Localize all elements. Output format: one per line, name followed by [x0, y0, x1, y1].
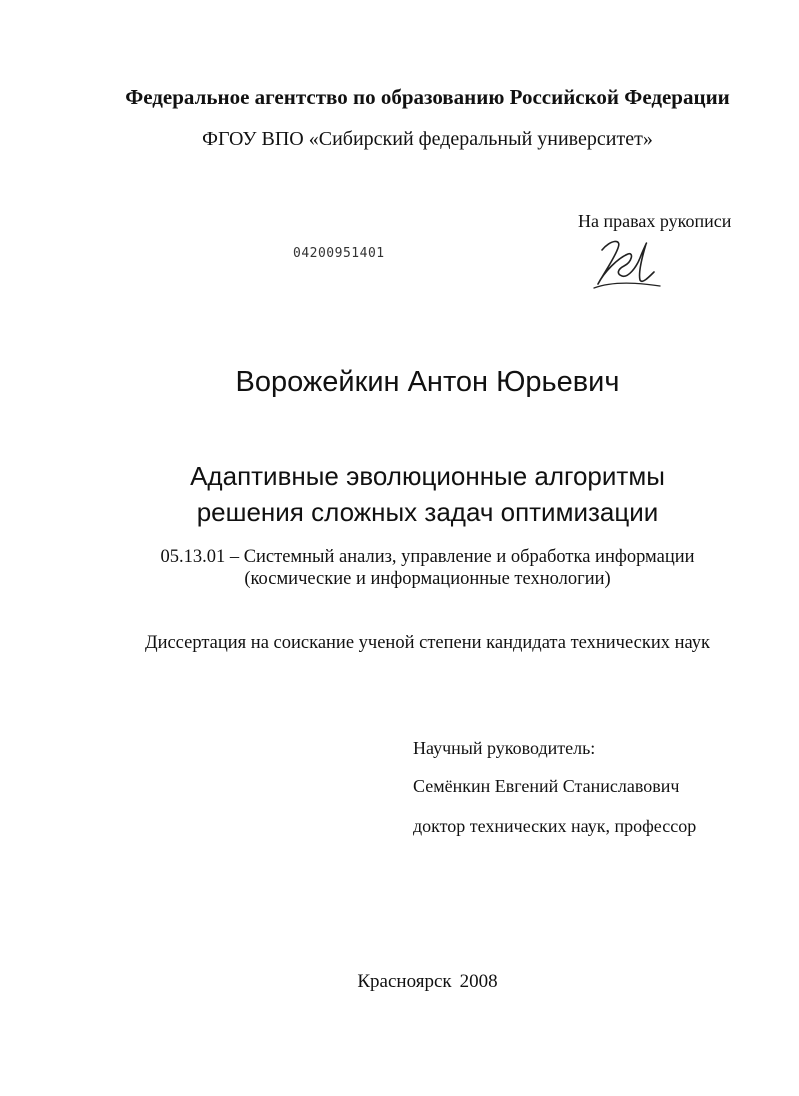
footer-place-year	[28, 971, 799, 993]
supervisor-label: Научный руководитель:	[413, 738, 596, 758]
thesis-title-line-2: решения сложных задач оптимизации	[196, 497, 659, 527]
document-code: 04200951401	[293, 246, 385, 261]
specialty-line-2: (космические и информационные технологии)	[244, 569, 611, 589]
degree-statement: Диссертация на соискание ученой степени кандидата технических наук	[144, 633, 711, 653]
agency-heading: Федеральное агентство по образованию Российской Федерации	[125, 85, 730, 109]
supervisor-title: доктор технических наук, профессор	[413, 816, 697, 836]
thesis-title-line-1: Адаптивные эволюционные алгоритмы	[190, 461, 665, 491]
footer-city: Красноярск	[357, 971, 452, 992]
specialty-line-1: 05.13.01 – Системный анализ, управление и обработка информации	[160, 547, 695, 567]
author-name: Ворожейкин Антон Юрьевич	[235, 366, 620, 398]
university-heading: ФГОУ ВПО «Сибирский федеральный университет»	[202, 128, 653, 150]
signature	[588, 232, 664, 294]
supervisor-name: Семёнкин Евгений Станиславович	[413, 776, 680, 796]
footer-year: 2008	[459, 971, 498, 992]
manuscript-note: На правах рукописи	[578, 211, 732, 231]
